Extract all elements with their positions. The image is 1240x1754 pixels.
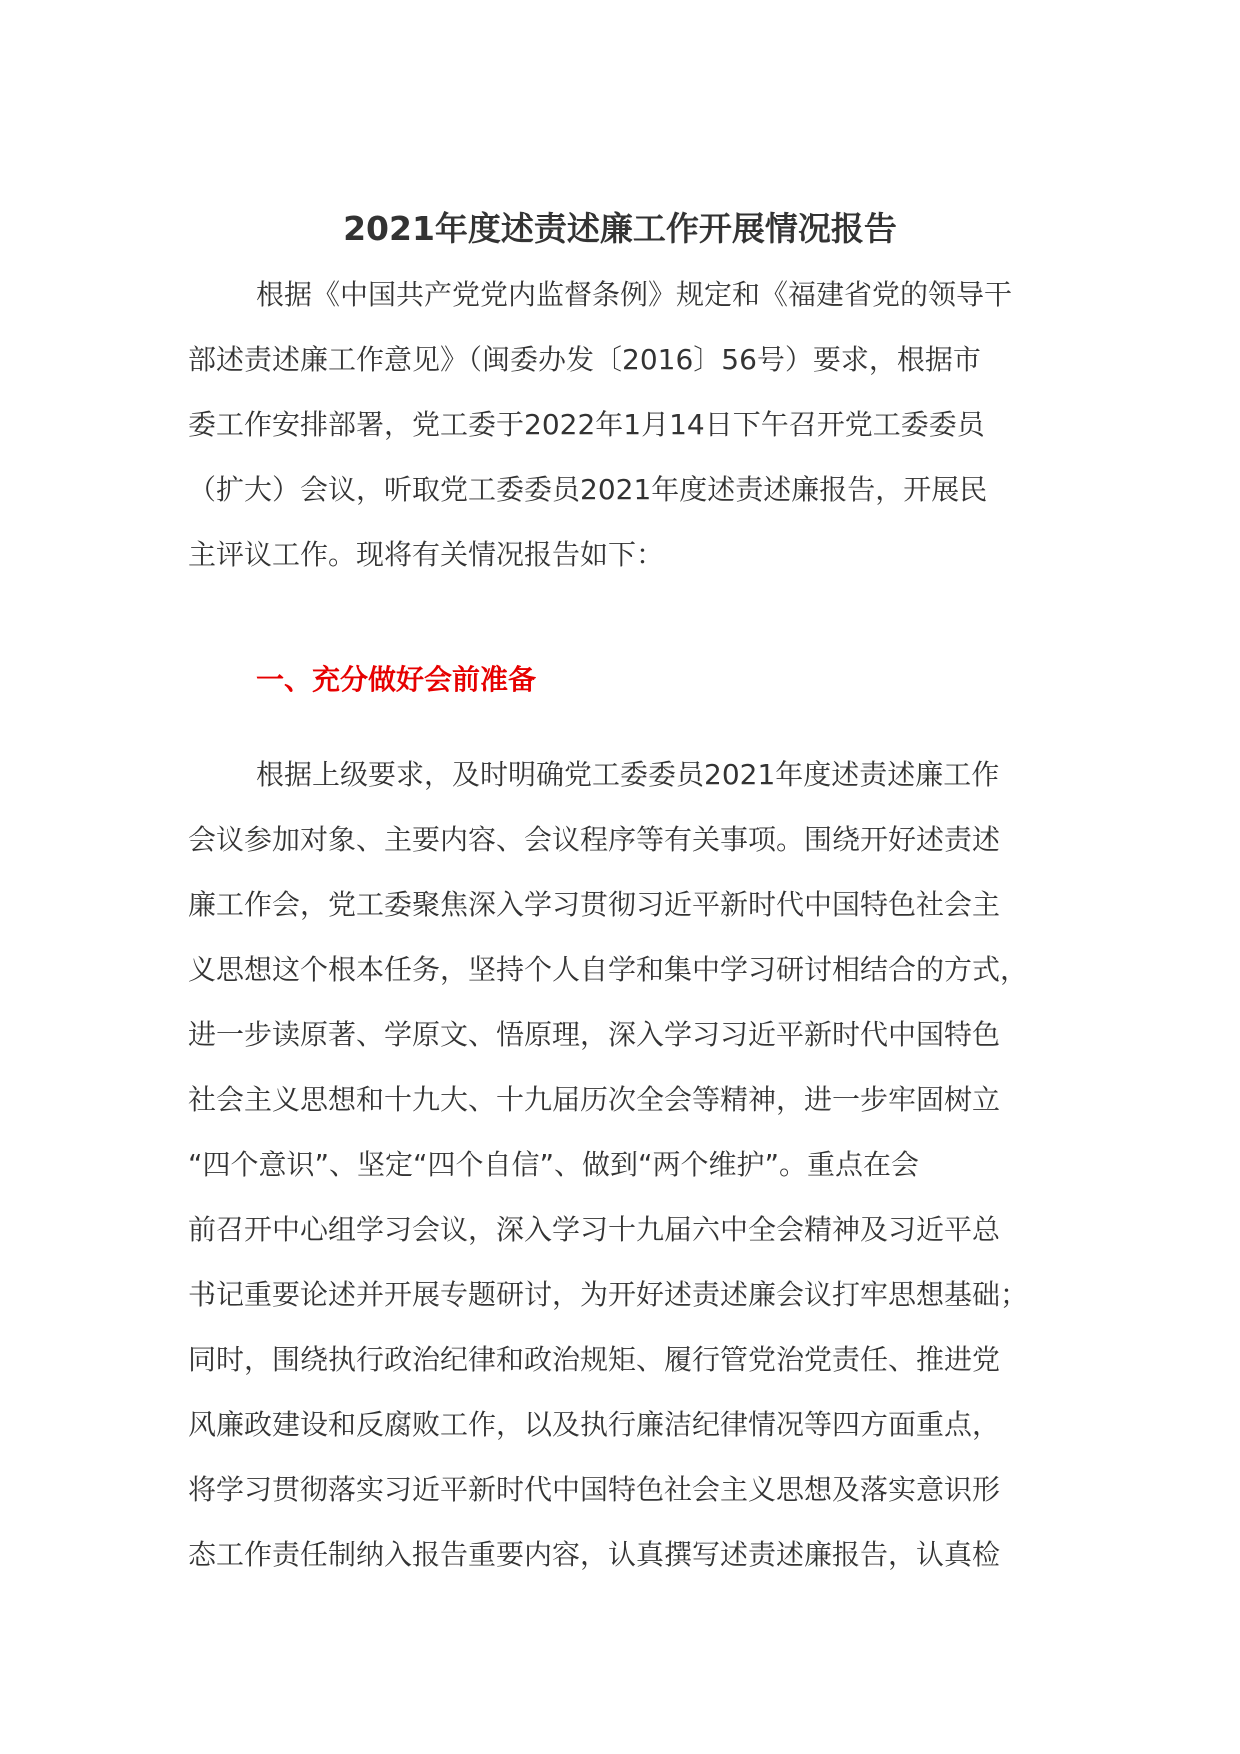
paragraph-line: “四个意识”、坚定“四个自信”、做到“两个维护”。重点在会 xyxy=(188,1148,920,1181)
paragraph-1 xyxy=(188,262,1068,587)
paragraph-line: 根据上级要求，及时明确党工委委员2021年度述责述廉工作 xyxy=(256,758,1000,791)
paragraph-line: 风廉政建设和反腐败工作，以及执行廉洁纪律情况等四方面重点， xyxy=(188,1408,1001,1441)
paragraph-line: 根据《中国共产党党内监督条例》规定和《福建省党的领导干 xyxy=(256,278,1013,311)
paragraph-line: 书记重要论述并开展专题研讨，为开好述责述廉会议打牢思想基础； xyxy=(188,1278,1029,1311)
paragraph-line: 部述责述廉工作意见》（闽委办发〔2016〕56号）要求，根据市 xyxy=(188,343,981,376)
paragraph-line: 前召开中心组学习会议，深入学习十九届六中全会精神及习近平总 xyxy=(188,1213,1001,1246)
paragraph-line: 同时，围绕执行政治纪律和政治规矩、履行管党治党责任、推进党 xyxy=(188,1343,1001,1376)
paragraph-line: 将学习贯彻落实习近平新时代中国特色社会主义思想及落实意识形 xyxy=(188,1473,1001,1506)
paragraph-line: 进一步读原著、学原文、悟原理，深入学习习近平新时代中国特色 xyxy=(188,1018,1001,1051)
section-heading-1: 一、充分做好会前准备 xyxy=(256,663,537,696)
paragraph-2 xyxy=(188,742,1068,1587)
paragraph-line: 委工作安排部署，党工委于2022年1月14日下午召开党工委委员 xyxy=(188,408,985,441)
paragraph-line: 廉工作会，党工委聚焦深入学习贯彻习近平新时代中国特色社会主 xyxy=(188,888,1001,921)
paragraph-line: 态工作责任制纳入报告重要内容，认真撰写述责述廉报告，认真检 xyxy=(188,1538,1001,1571)
document-title: 2021年度述责述廉工作开展情况报告 xyxy=(343,209,897,248)
paragraph-line: 主评议工作。现将有关情况报告如下： xyxy=(188,538,665,571)
paragraph-line: （扩大）会议，听取党工委委员2021年度述责述廉报告，开展民 xyxy=(188,473,988,506)
paragraph-line: 社会主义思想和十九大、十九届历次全会等精神，进一步牢固树立 xyxy=(188,1083,1001,1116)
paragraph-line: 义思想这个根本任务，坚持个人自学和集中学习研讨相结合的方式， xyxy=(188,953,1029,986)
paragraph-line: 会议参加对象、主要内容、会议程序等有关事项。围绕开好述责述 xyxy=(188,823,1001,856)
